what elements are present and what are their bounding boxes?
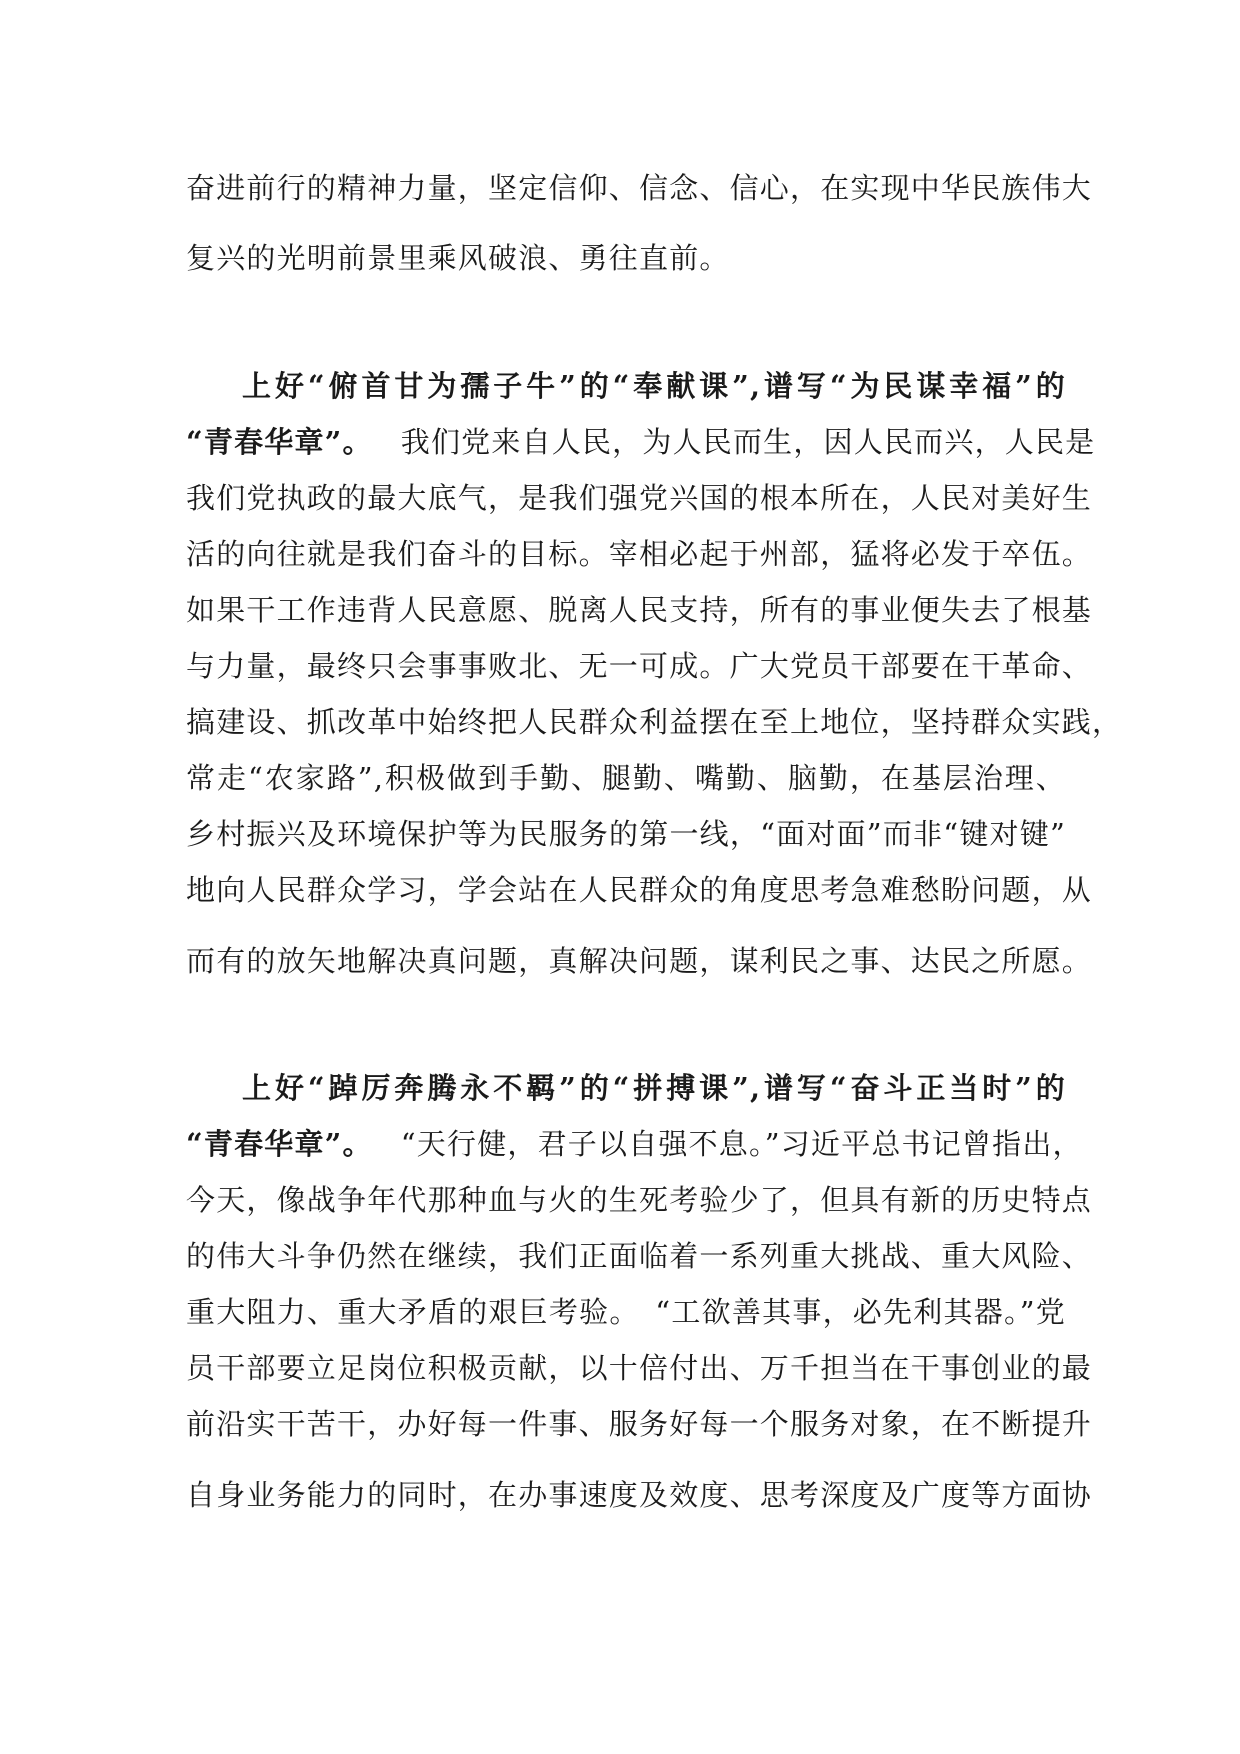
text-line: 前沿实干苦干，办好每一件事、服务好每一个服务对象，在不断提升 — [186, 1407, 1093, 1441]
text-line: 复兴的光明前景里乘风破浪、勇往直前。 — [186, 241, 730, 275]
text-line: 重大阻力、重大矛盾的艰巨考验。 “工欲善其事，必先利其器。”党 — [186, 1295, 1066, 1329]
text-line: 奋进前行的精神力量，坚定信仰、信念、信心，在实现中华民族伟大 — [186, 171, 1093, 205]
text-line — [186, 1126, 1083, 1162]
text-line — [186, 424, 1096, 460]
text-line: 乡村振兴及环境保护等为民服务的第一线，“面对面”而非“键对键” — [186, 817, 1066, 851]
text-line: 今天，像战争年代那种血与火的生死考验少了，但具有新的历史特点 — [186, 1183, 1093, 1217]
section-heading: 上好“俯首甘为孺子牛”的“奉献课”,谱写“为民谋幸福”的 — [242, 369, 1066, 403]
text-line: 如果干工作违背人民意愿、脱离人民支持，所有的事业便失去了根基 — [186, 593, 1093, 627]
text-line: 自身业务能力的同时，在办事速度及效度、思考深度及广度等方面协 — [186, 1478, 1093, 1512]
text-line: 搞建设、抓改革中始终把人民群众利益摆在至上地位，坚持群众实践， — [186, 705, 1123, 739]
text-line: 而有的放矢地解决真问题，真解决问题，谋利民之事、达民之所愿。 — [186, 944, 1093, 978]
text-line: 与力量，最终只会事事败北、无一可成。广大党员干部要在干革命、 — [186, 649, 1093, 683]
text-span: “天行健，君子以自强不息。”习近平总书记曾指出， — [400, 1127, 1083, 1161]
heading-tail: “青春华章”。 — [186, 1127, 373, 1161]
heading-tail: “青春华章”。 — [186, 425, 373, 459]
text-line: 员干部要立足岗位积极贡献，以十倍付出、万千担当在干事创业的最 — [186, 1351, 1093, 1385]
text-span: 我们党来自人民，为人民而生，因人民而兴，人民是 — [400, 425, 1096, 459]
text-line: 地向人民群众学习，学会站在人民群众的角度思考急难愁盼问题，从 — [186, 873, 1093, 907]
text-line: 常走“农家路”,积极做到手勤、腿勤、嘴勤、脑勤，在基层治理、 — [186, 761, 1066, 795]
text-line: 活的向往就是我们奋斗的目标。宰相必起于州部，猛将必发于卒伍。 — [186, 537, 1093, 571]
text-line: 的伟大斗争仍然在继续，我们正面临着一系列重大挑战、重大风险、 — [186, 1239, 1093, 1273]
text-line: 我们党执政的最大底气，是我们强党兴国的根本所在，人民对美好生 — [186, 481, 1093, 515]
section-heading: 上好“踔厉奔腾永不羁”的“拼搏课”,谱写“奋斗正当时”的 — [242, 1071, 1066, 1105]
